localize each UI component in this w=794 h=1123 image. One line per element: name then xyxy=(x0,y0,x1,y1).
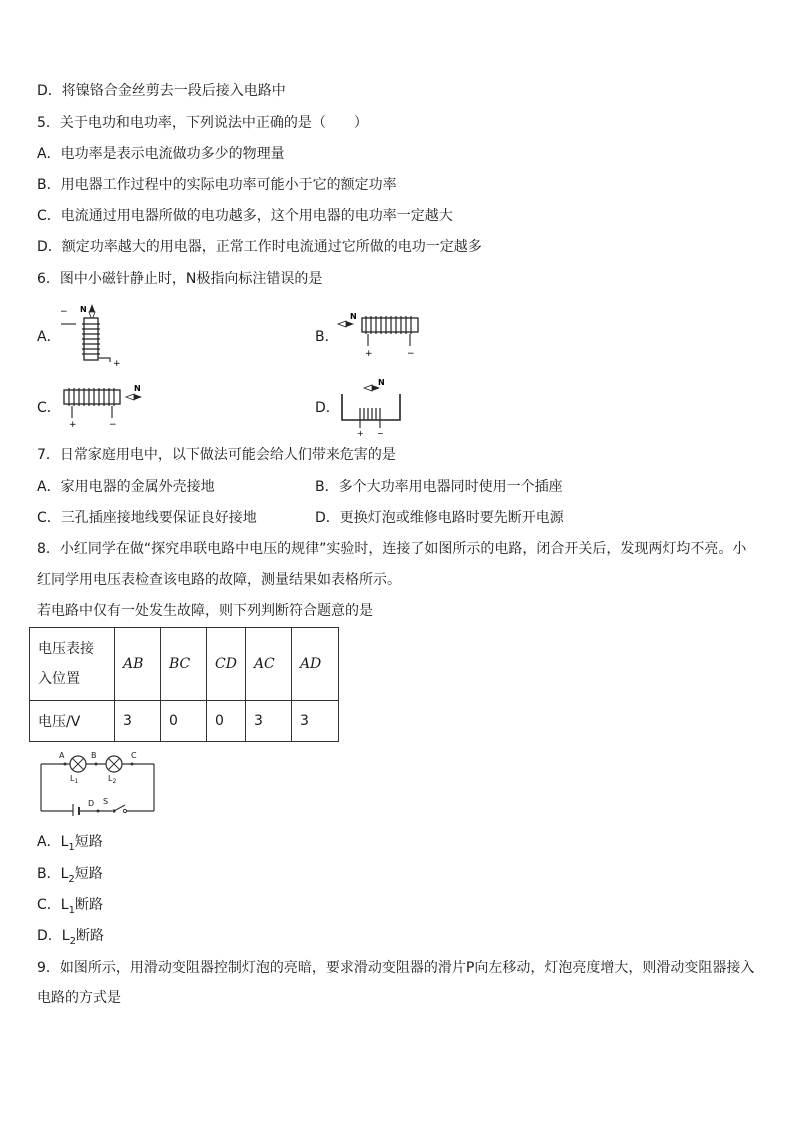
q6-label-c: C． xyxy=(37,400,61,416)
table-row xyxy=(30,701,339,742)
table-cell-position: AD xyxy=(291,628,338,701)
q6-figure-c xyxy=(60,384,150,428)
figure-a-plus: + xyxy=(113,359,121,369)
table-header-label: 电压表接 入位置 xyxy=(30,628,115,701)
q5-stem: 5．关于电功和电功率，下列说法中正确的是（ ） xyxy=(37,115,368,131)
figure-a-compass-needle xyxy=(89,304,95,312)
table-cell-value: 3 xyxy=(115,701,161,742)
figure-d-plus: + xyxy=(357,429,364,436)
q6-figure-d xyxy=(336,376,406,436)
figure-b-plus: + xyxy=(365,349,373,358)
figure-d-u-core xyxy=(342,394,400,420)
table-cell-value: 0 xyxy=(207,701,246,742)
figure-a-n-label: N xyxy=(80,305,87,314)
q7-option-a: A．家用电器的金属外壳接地 xyxy=(37,479,215,495)
q8-option-b: B．$L_2$短路 xyxy=(37,866,103,885)
q6-label-d: D． xyxy=(315,400,340,416)
node-c-label: C xyxy=(131,751,137,760)
switch-s xyxy=(112,805,126,813)
lamp-l2 xyxy=(106,756,122,772)
figure-b-minus: − xyxy=(407,349,415,358)
node-a-label: A xyxy=(59,751,65,760)
q5-option-c: C．电流通过用电器所做的电功越多，这个用电器的电功率一定越大 xyxy=(37,208,453,224)
q6-figure-a xyxy=(58,300,124,370)
q6-label-b: B． xyxy=(315,329,339,345)
figure-b-compass-needle xyxy=(346,321,354,327)
switch-label: S xyxy=(103,797,109,806)
q7-option-b: B．多个大功率用电器同时使用一个插座 xyxy=(315,479,563,495)
figure-c-plus: + xyxy=(69,420,77,428)
q9-stem-line2: 电路的方式是 xyxy=(37,990,121,1006)
q5-option-b: B．用电器工作过程中的实际电功率可能小于它的额定功率 xyxy=(37,177,397,193)
figure-b-n-label: N xyxy=(350,312,357,321)
q5-option-a: A．电功率是表示电流做功多少的物理量 xyxy=(37,146,285,162)
q9-stem-line1: 9．如图所示，用滑动变阻器控制灯泡的亮暗，要求滑动变阻器的滑片P向左移动，灯泡亮度增大，则滑动变阻器接入 xyxy=(37,960,755,976)
figure-c-minus: − xyxy=(109,420,117,428)
table-row xyxy=(30,628,339,701)
q8-stem-line2: 红同学用电压表检查该电路的故障，测量结果如表格所示。 xyxy=(37,572,401,588)
table-cell-position: AB xyxy=(115,628,161,701)
q8-option-c: C．$L_1$断路 xyxy=(37,897,103,916)
q7-option-c: C．三孔插座接地线要保证良好接地 xyxy=(37,510,257,526)
node-d-label: D xyxy=(88,799,95,808)
figure-a-minus: − xyxy=(60,307,68,317)
table-row-label: 电压/V xyxy=(30,701,115,742)
figure-d-minus: − xyxy=(377,429,384,436)
q8-stem-line3: 若电路中仅有一处发生故障，则下列判断符合题意的是 xyxy=(37,603,373,619)
figure-d-n-label: N xyxy=(378,378,385,387)
figure-c-n-label: N xyxy=(134,384,141,393)
table-cell-position: CD xyxy=(207,628,246,701)
figure-c-compass-needle xyxy=(134,394,142,400)
q8-option-a: A．$L_1$短路 xyxy=(37,834,103,853)
lamp-l2-label: $L_2$ xyxy=(108,774,117,785)
q5-option-d: D．额定功率越大的用电器，正常工作时电流通过它所做的电功一定越多 xyxy=(37,239,482,255)
table-cell-position: AC xyxy=(245,628,291,701)
table-cell-value: 3 xyxy=(245,701,291,742)
lamp-l1 xyxy=(70,756,86,772)
q8-option-d: D．$L_2$断路 xyxy=(37,928,104,947)
battery xyxy=(73,804,79,816)
voltage-table xyxy=(29,627,339,742)
table-cell-value: 0 xyxy=(161,701,207,742)
figure-b-coil-core xyxy=(362,318,418,332)
q8-circuit-diagram xyxy=(36,748,160,816)
table-cell-position: BC xyxy=(161,628,207,701)
table-cell-value: 3 xyxy=(291,701,338,742)
q4-option-d: D．将镍铬合金丝剪去一段后接入电路中 xyxy=(37,83,286,99)
q7-option-d: D．更换灯泡或维修电路时要先断开电源 xyxy=(315,510,564,526)
lamp-l1-label: $L_1$ xyxy=(70,774,79,785)
q8-stem-line1: 8．小红同学在做“探究串联电路中电压的规律”实验时，连接了如图所示的电路，闭合开关后，发现两灯均不亮。小 xyxy=(37,541,747,557)
q7-stem: 7．日常家庭用电中，以下做法可能会给人们带来危害的是 xyxy=(37,447,396,463)
figure-c-coil-core xyxy=(64,390,120,404)
q6-figure-b xyxy=(336,312,424,358)
q6-label-a: A． xyxy=(37,329,61,345)
node-b-label: B xyxy=(91,751,97,760)
q6-stem: 6．图中小磁针静止时，N极指向标注错误的是 xyxy=(37,271,323,287)
